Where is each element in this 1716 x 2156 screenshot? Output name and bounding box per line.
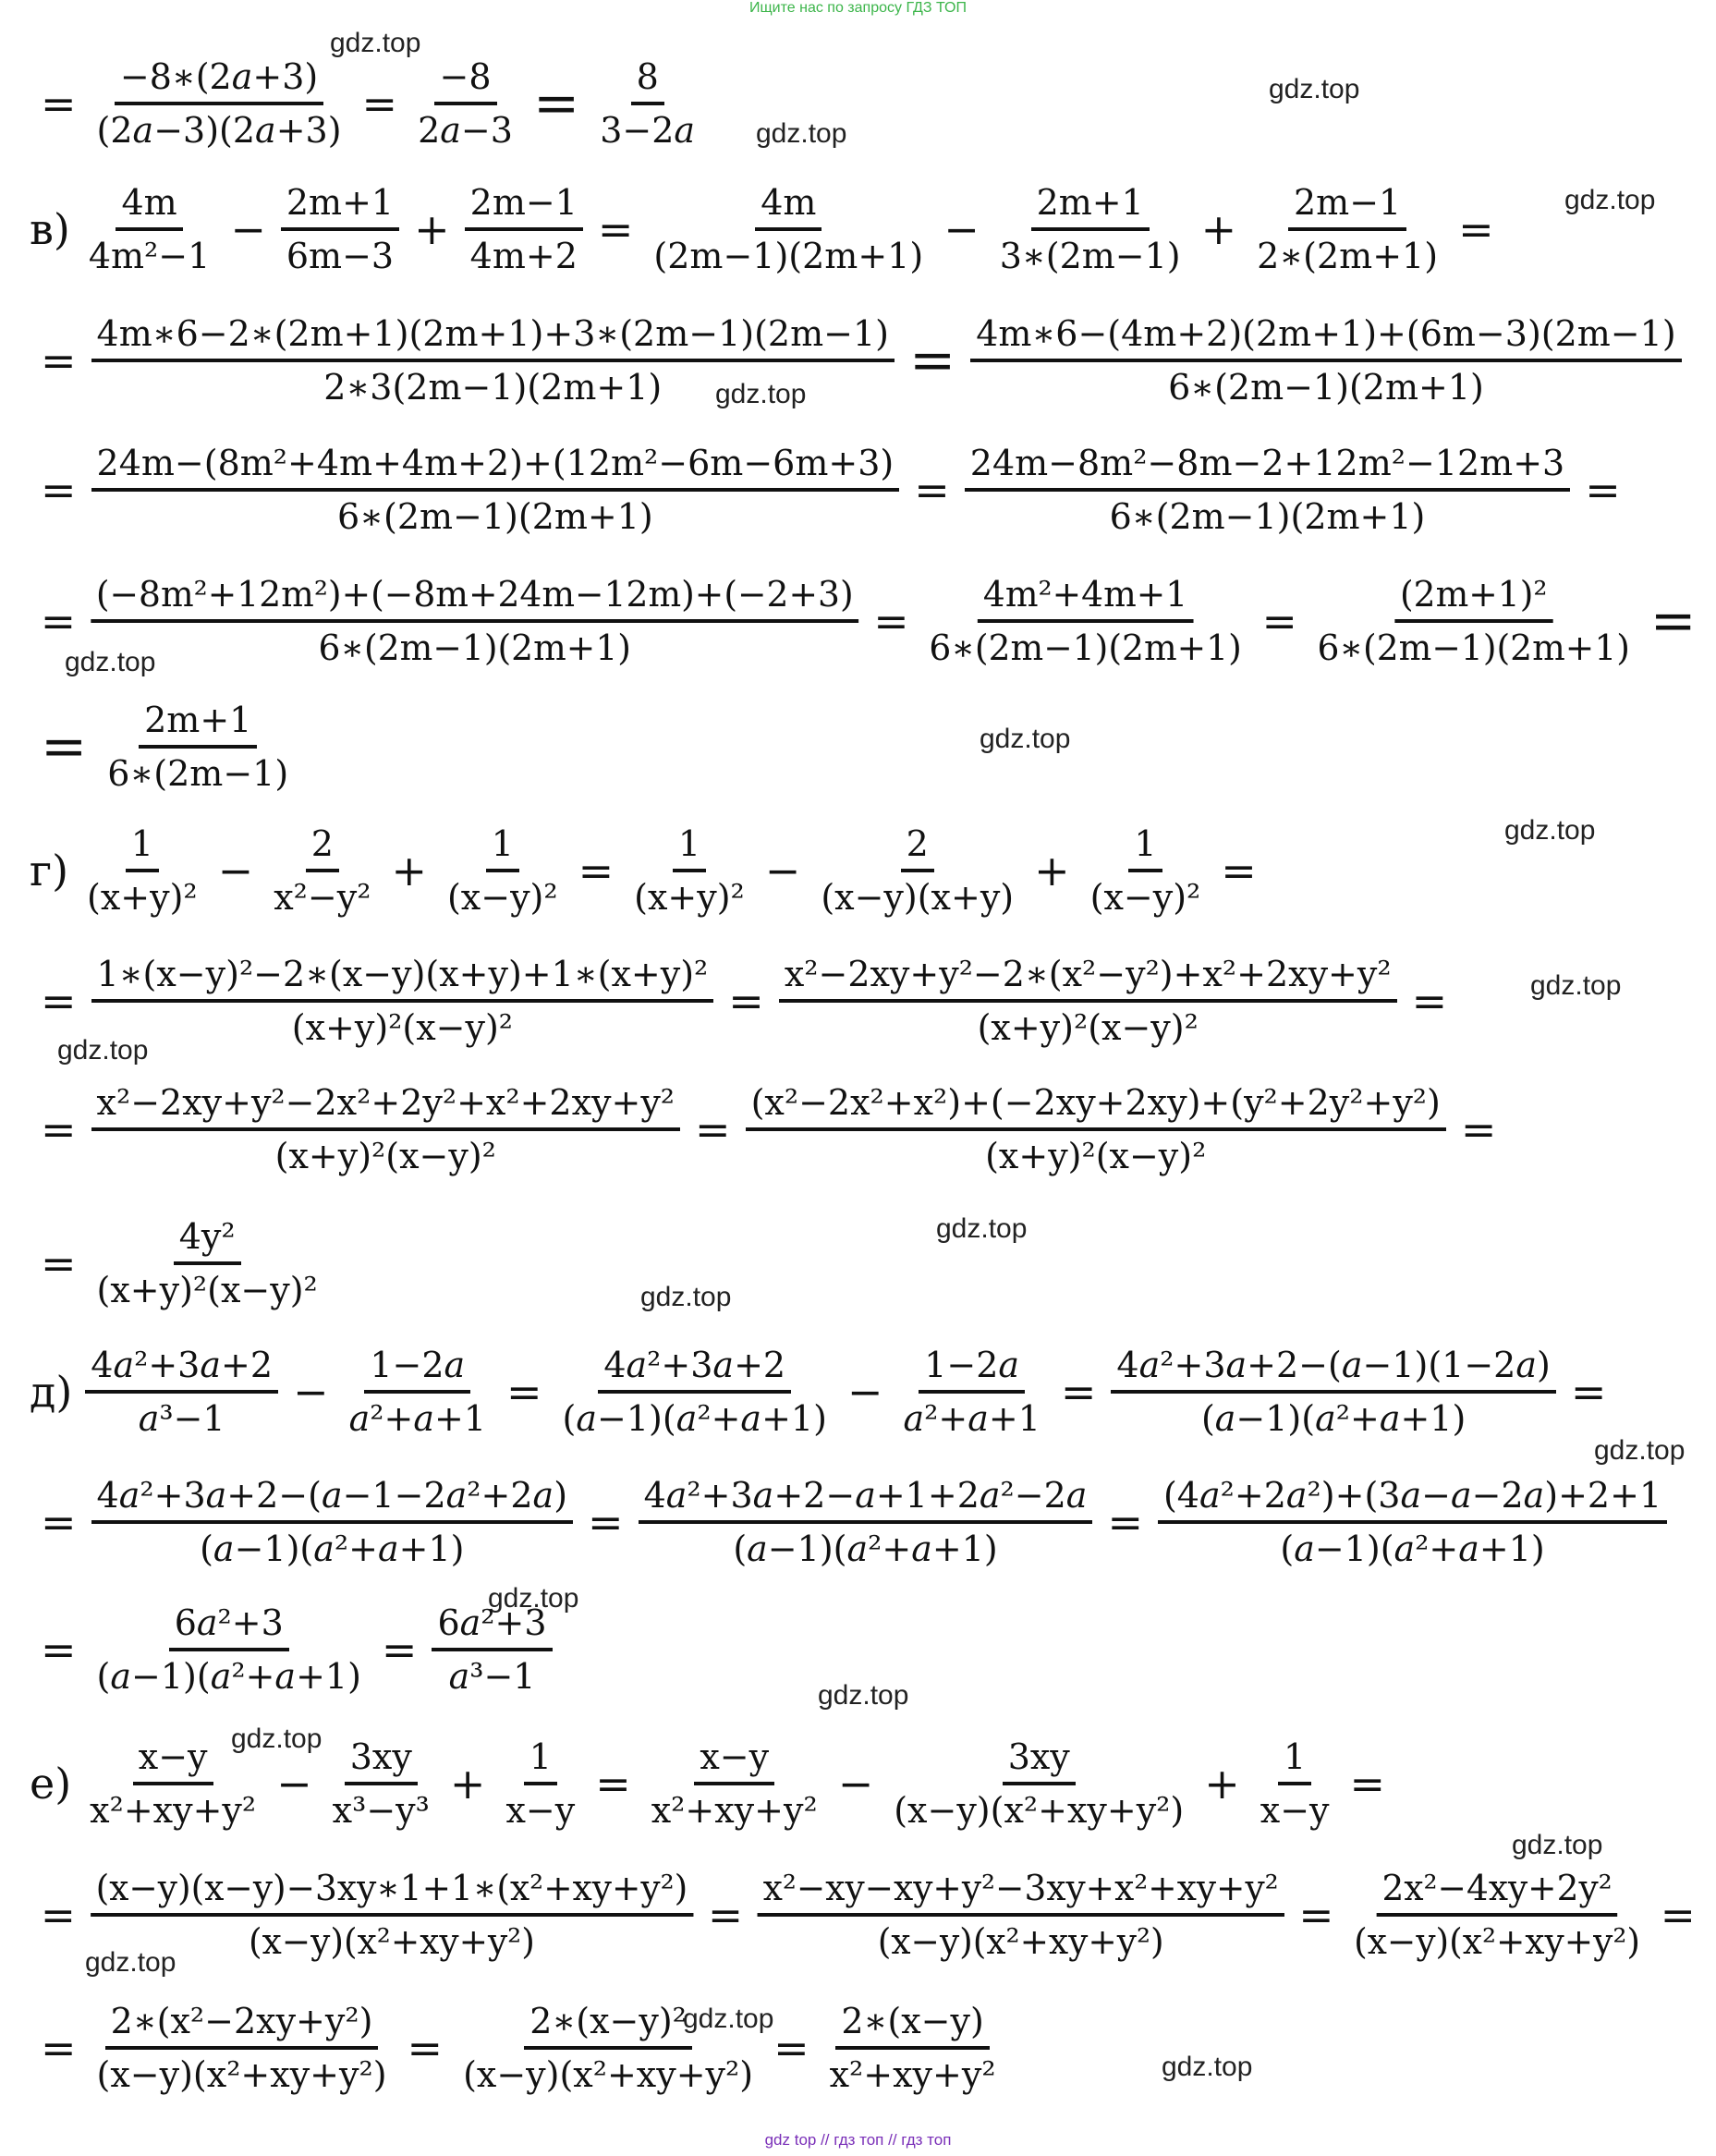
numerator: 4m∗6−(4m+2)(2m+1)+(6m−3)(2m−1) [970, 309, 1681, 362]
watermark: gdz.top [1504, 815, 1596, 846]
fraction [594, 52, 700, 155]
operator: = [578, 846, 615, 895]
operator: = [41, 1625, 77, 1675]
watermark: gdz.top [683, 2004, 774, 2034]
watermark: gdz.top [231, 1724, 323, 1754]
numerator: 3xy [345, 1732, 418, 1785]
operator: + [449, 1759, 486, 1809]
fraction [970, 309, 1681, 412]
fraction [84, 1732, 262, 1835]
equation-line [30, 305, 1686, 416]
numerator: 1 [126, 819, 159, 872]
operator: = [1060, 1367, 1097, 1417]
numerator: 6𝑎²+3 [169, 1598, 289, 1651]
denominator: (x+y)²(x−y)² [291, 1007, 514, 1048]
denominator: 𝑎²+𝑎+1 [348, 1398, 486, 1439]
denominator: x²+xy+y² [90, 1790, 257, 1831]
watermark: gdz.top [1530, 970, 1622, 1001]
denominator: x−y [505, 1790, 576, 1831]
denominator: (𝑎−1)(𝑎²+𝑎+1) [200, 1529, 465, 1569]
operator: = [381, 1625, 418, 1675]
exercise-label: д) [30, 1367, 73, 1417]
numerator: 4𝑎²+3𝑎+2−(𝑎−1)(1−2𝑎) [1111, 1340, 1555, 1394]
operator: = [41, 465, 77, 515]
numerator: 4m [116, 177, 182, 231]
operator: = [407, 2023, 444, 2073]
numerator: 4m∗6−2∗(2m+1)(2m+1)+3∗(2m−1)(2m−1) [91, 309, 895, 362]
watermark: gdz.top [936, 1213, 1028, 1244]
numerator: 4y² [174, 1212, 241, 1265]
operator: − [846, 1367, 883, 1417]
numerator: 1−2𝑎 [364, 1340, 470, 1394]
operator: = [914, 465, 950, 515]
operator: = [773, 2023, 809, 2073]
fraction [91, 1078, 680, 1181]
equation-line [30, 691, 298, 802]
fraction [91, 438, 900, 542]
operator: = [40, 1890, 76, 1940]
denominator: 3−2𝑎 [600, 110, 696, 151]
exercise-label: е) [30, 1759, 72, 1809]
numerator: 4m²+4m+1 [978, 569, 1193, 623]
operator: + [1200, 204, 1237, 254]
denominator: (x−y)(x²+xy+y²) [248, 1921, 535, 1962]
denominator: (x−y)(x²+xy+y²) [96, 2054, 387, 2095]
bottom-banner: gdz top // гдз топ // гдз топ [764, 2131, 952, 2149]
denominator: 4m²−1 [88, 236, 211, 276]
equation-line [30, 48, 704, 159]
fraction [888, 1732, 1189, 1835]
denominator: (2𝑎−3)(2𝑎+3) [96, 110, 342, 151]
equation-line [30, 434, 1632, 545]
numerator: 1 [524, 1732, 557, 1785]
denominator: x³−y³ [332, 1790, 430, 1831]
denominator: 6∗(2m−1)(2m+1) [1109, 496, 1426, 537]
denominator: (x−y)(x²+xy+y²) [463, 2054, 754, 2095]
numerator: 6𝑎²+3 [432, 1598, 552, 1651]
operator: − [217, 846, 254, 895]
numerator: 1−2𝑎 [919, 1340, 1025, 1394]
numerator: 2∗(x²−2xy+y²) [105, 1996, 379, 2050]
fraction [83, 177, 215, 281]
denominator: (x+y)²(x−y)² [985, 1136, 1207, 1176]
denominator: (x−y)(x+y) [821, 877, 1015, 918]
numerator: 1 [1278, 1732, 1311, 1785]
fraction [648, 177, 929, 281]
numerator: 1 [486, 819, 519, 872]
operator: = [1298, 1890, 1334, 1940]
numerator: (4𝑎²+2𝑎²)+(3𝑎−𝑎−2𝑎)+2+1 [1158, 1470, 1667, 1524]
numerator: 2m+1 [281, 177, 399, 231]
numerator: (x²−2x²+x²)+(−2xy+2xy)+(y²+2y²+y²) [746, 1078, 1446, 1131]
watermark: gdz.top [756, 118, 847, 149]
denominator: 6∗(2m−1)(2m+1) [337, 496, 653, 537]
numerator: 2x²−4xy+2y² [1377, 1863, 1618, 1917]
denominator: 6∗(2m−1)(2m+1) [318, 627, 631, 668]
numerator: 24m−8m²−8m−2+12m²−12m+3 [965, 438, 1570, 492]
operator: = [695, 1104, 731, 1154]
operator: − [276, 1759, 312, 1809]
equation-line [30, 1074, 1507, 1185]
fraction [1348, 1863, 1646, 1967]
watermark: gdz.top [65, 647, 156, 677]
fraction [91, 1598, 367, 1701]
fraction [91, 1212, 323, 1315]
denominator: (x+y)²(x−y)² [96, 1270, 318, 1310]
equation-line [30, 815, 1268, 926]
numerator: 1∗(x−y)²−2∗(x−y)(x+y)+1∗(x+y)² [91, 949, 714, 1003]
operator: = [1649, 589, 1697, 653]
equation-line [30, 174, 1505, 285]
denominator: (x−y)(x²+xy+y²) [1354, 1921, 1641, 1962]
fraction [1251, 177, 1443, 281]
exercise-label: г) [30, 846, 69, 895]
fraction [81, 819, 203, 922]
numerator: x²−xy−xy+y²−3xy+x²+xy+y² [758, 1863, 1284, 1917]
numerator: 2 [306, 819, 339, 872]
denominator: (𝑎−1)(𝑎²+𝑎+1) [1200, 1398, 1467, 1439]
operator: = [873, 596, 909, 646]
fraction [91, 949, 714, 1053]
operator: = [1660, 1890, 1696, 1940]
equation-line [30, 1467, 1671, 1577]
operator: = [1349, 1759, 1386, 1809]
operator: = [1411, 976, 1448, 1026]
denominator: (𝑎−1)(𝑎²+𝑎+1) [733, 1529, 998, 1569]
denominator: (𝑎−1)(𝑎²+𝑎+1) [1280, 1529, 1545, 1569]
operator: = [1107, 1497, 1143, 1547]
operator: − [230, 204, 266, 254]
operator: − [837, 1759, 874, 1809]
numerator: 4𝑎²+3𝑎+2 [85, 1340, 278, 1394]
operator: + [1034, 846, 1070, 895]
watermark: gdz.top [640, 1282, 732, 1312]
numerator: x−y [694, 1732, 774, 1785]
fraction [779, 949, 1397, 1053]
operator: = [1458, 204, 1494, 254]
denominator: 6∗(2m−1)(2m+1) [1317, 627, 1630, 668]
denominator: x²+xy+y² [829, 2054, 996, 2095]
fraction [268, 819, 376, 922]
numerator: 1 [673, 819, 706, 872]
operator: = [40, 596, 77, 646]
fraction [91, 569, 859, 673]
denominator: (x+y)² [87, 877, 198, 918]
numerator: 3xy [1003, 1732, 1076, 1785]
denominator: (x+y)²(x−y)² [274, 1136, 496, 1176]
watermark: gdz.top [57, 1035, 149, 1066]
watermark: gdz.top [85, 1947, 176, 1978]
fraction [91, 1470, 574, 1574]
fraction [442, 819, 564, 922]
fraction [557, 1340, 833, 1443]
operator: = [1460, 1104, 1497, 1154]
fraction [639, 1470, 1093, 1574]
equation-line [30, 566, 1707, 676]
denominator: (𝑎−1)(𝑎²+𝑎+1) [96, 1656, 361, 1697]
operator: = [41, 1104, 77, 1154]
operator: = [41, 976, 77, 1026]
operator: = [1570, 1367, 1607, 1417]
fraction [281, 177, 399, 281]
top-banner: Ищите нас по запросу ГДЗ ТОП [749, 0, 967, 16]
operator: = [588, 1497, 624, 1547]
denominator: (x−y)² [1089, 877, 1201, 918]
fraction [327, 1732, 435, 1835]
watermark: gdz.top [330, 28, 421, 58]
fraction [923, 569, 1247, 673]
operator: = [908, 328, 956, 393]
numerator: 2m−1 [1288, 177, 1406, 231]
denominator: 2∗(2m+1) [1257, 236, 1439, 276]
fraction [824, 1996, 1002, 2100]
fraction [412, 52, 518, 155]
watermark: gdz.top [1269, 74, 1360, 104]
fraction [1255, 1732, 1335, 1835]
fraction [1312, 569, 1636, 673]
fraction [994, 177, 1187, 281]
denominator: (2m−1)(2m+1) [653, 236, 924, 276]
fraction [1158, 1470, 1667, 1574]
fraction [897, 1340, 1045, 1443]
watermark: gdz.top [980, 724, 1071, 754]
denominator: 𝑎³−1 [448, 1656, 536, 1697]
operator: = [595, 1759, 631, 1809]
operator: − [943, 204, 980, 254]
denominator: (𝑎−1)(𝑎²+𝑎+1) [562, 1398, 827, 1439]
fraction [758, 1863, 1284, 1967]
operator: = [597, 204, 634, 254]
operator: = [361, 79, 398, 128]
equation-line [30, 1594, 556, 1705]
numerator: 2∗(x−y) [835, 1996, 989, 2050]
fraction [91, 1863, 693, 1967]
fraction [746, 1078, 1446, 1181]
numerator: 2m+1 [1031, 177, 1150, 231]
denominator: (x−y)² [446, 877, 558, 918]
numerator: −8 [434, 52, 497, 105]
fraction [85, 1340, 278, 1443]
equation-line [30, 945, 1458, 1056]
operator: + [414, 204, 450, 254]
numerator: 2m−1 [465, 177, 583, 231]
exercise-label: в) [30, 204, 70, 254]
numerator: 4𝑎²+3𝑎+2 [598, 1340, 791, 1394]
numerator: (−8m²+12m²)+(−8m+24m−12m)+(−2+3) [91, 569, 859, 623]
operator: + [1204, 1759, 1240, 1809]
numerator: 2 [901, 819, 934, 872]
watermark: gdz.top [1162, 2052, 1253, 2082]
denominator: 6∗(2m−1)(2m+1) [1168, 367, 1484, 408]
fraction [465, 177, 583, 281]
numerator: x²−2xy+y²−2∗(x²−y²)+x²+2xy+y² [779, 949, 1397, 1003]
fraction [1111, 1340, 1555, 1443]
fraction [91, 52, 347, 155]
fraction [91, 309, 895, 412]
denominator: (x−y)(x²+xy+y²) [894, 1790, 1185, 1831]
numerator: x²−2xy+y²−2x²+2y²+x²+2xy+y² [91, 1078, 680, 1131]
operator: = [707, 1890, 743, 1940]
equation-line [30, 1728, 1396, 1839]
operator: = [41, 79, 77, 128]
operator: = [1585, 465, 1621, 515]
fraction [500, 1732, 580, 1835]
fraction [965, 438, 1570, 542]
operator: = [41, 2023, 77, 2073]
fraction [628, 819, 750, 922]
denominator: 4m+2 [469, 236, 578, 276]
watermark: gdz.top [1594, 1435, 1686, 1466]
denominator: (x−y)(x²+xy+y²) [877, 1921, 1164, 1962]
operator: = [41, 1238, 77, 1288]
operator: − [293, 1367, 329, 1417]
numerator: 24m−(8m²+4m+4m+2)+(12m²−6m−6m+3) [91, 438, 900, 492]
fraction [457, 1996, 759, 2100]
operator: = [41, 335, 77, 385]
fraction [432, 1598, 552, 1701]
denominator: 𝑎³−1 [138, 1398, 225, 1439]
denominator: 6∗(2m−1) [107, 753, 289, 794]
equation-line [30, 1859, 1707, 1970]
operator: = [41, 714, 88, 779]
denominator: 6∗(2m−1)(2m+1) [929, 627, 1242, 668]
operator: = [1261, 596, 1297, 646]
denominator: x−y [1260, 1790, 1330, 1831]
operator: = [41, 1497, 77, 1547]
watermark: gdz.top [1512, 1830, 1603, 1860]
watermark: gdz.top [1564, 185, 1656, 215]
denominator: 2𝑎−3 [418, 110, 513, 151]
denominator: 𝑎²+𝑎+1 [903, 1398, 1041, 1439]
fraction [344, 1340, 492, 1443]
numerator: 4𝑎²+3𝑎+2−𝑎+1+2𝑎²−2𝑎 [639, 1470, 1093, 1524]
numerator: (x−y)(x−y)−3xy∗1+1∗(x²+xy+y²) [91, 1863, 693, 1917]
numerator: −8∗(2𝑎+3) [115, 52, 323, 105]
operator: = [1221, 846, 1257, 895]
numerator: 2m+1 [139, 695, 257, 749]
denominator: (x+y)²(x−y)² [977, 1007, 1199, 1048]
operator: = [728, 976, 764, 1026]
numerator: 4𝑎²+3𝑎+2−(𝑎−1−2𝑎²+2𝑎) [91, 1470, 574, 1524]
numerator: 8 [631, 52, 664, 105]
watermark: gdz.top [488, 1583, 579, 1614]
equation-line [30, 1336, 1617, 1447]
denominator: 2∗3(2m−1)(2m+1) [323, 367, 663, 408]
fraction [1085, 819, 1207, 922]
numerator: (2m+1)² [1394, 569, 1552, 623]
fraction [102, 695, 294, 798]
operator: = [506, 1367, 542, 1417]
watermark: gdz.top [818, 1680, 909, 1711]
numerator: 1 [1128, 819, 1162, 872]
denominator: 3∗(2m−1) [999, 236, 1181, 276]
denominator: 6m−3 [286, 236, 395, 276]
fraction [91, 1996, 393, 2100]
numerator: x−y [133, 1732, 213, 1785]
numerator: 2∗(x−y)² [524, 1996, 692, 2050]
denominator: x²−y² [274, 877, 371, 918]
equation-line [30, 1208, 327, 1319]
operator: − [764, 846, 801, 895]
denominator: x²+xy+y² [651, 1790, 818, 1831]
equation-line [30, 1992, 1005, 2103]
numerator: 4m [755, 177, 821, 231]
fraction [815, 819, 1019, 922]
denominator: (x+y)² [634, 877, 745, 918]
fraction [646, 1732, 823, 1835]
operator: = [532, 71, 580, 136]
operator: + [391, 846, 427, 895]
watermark: gdz.top [715, 379, 807, 409]
